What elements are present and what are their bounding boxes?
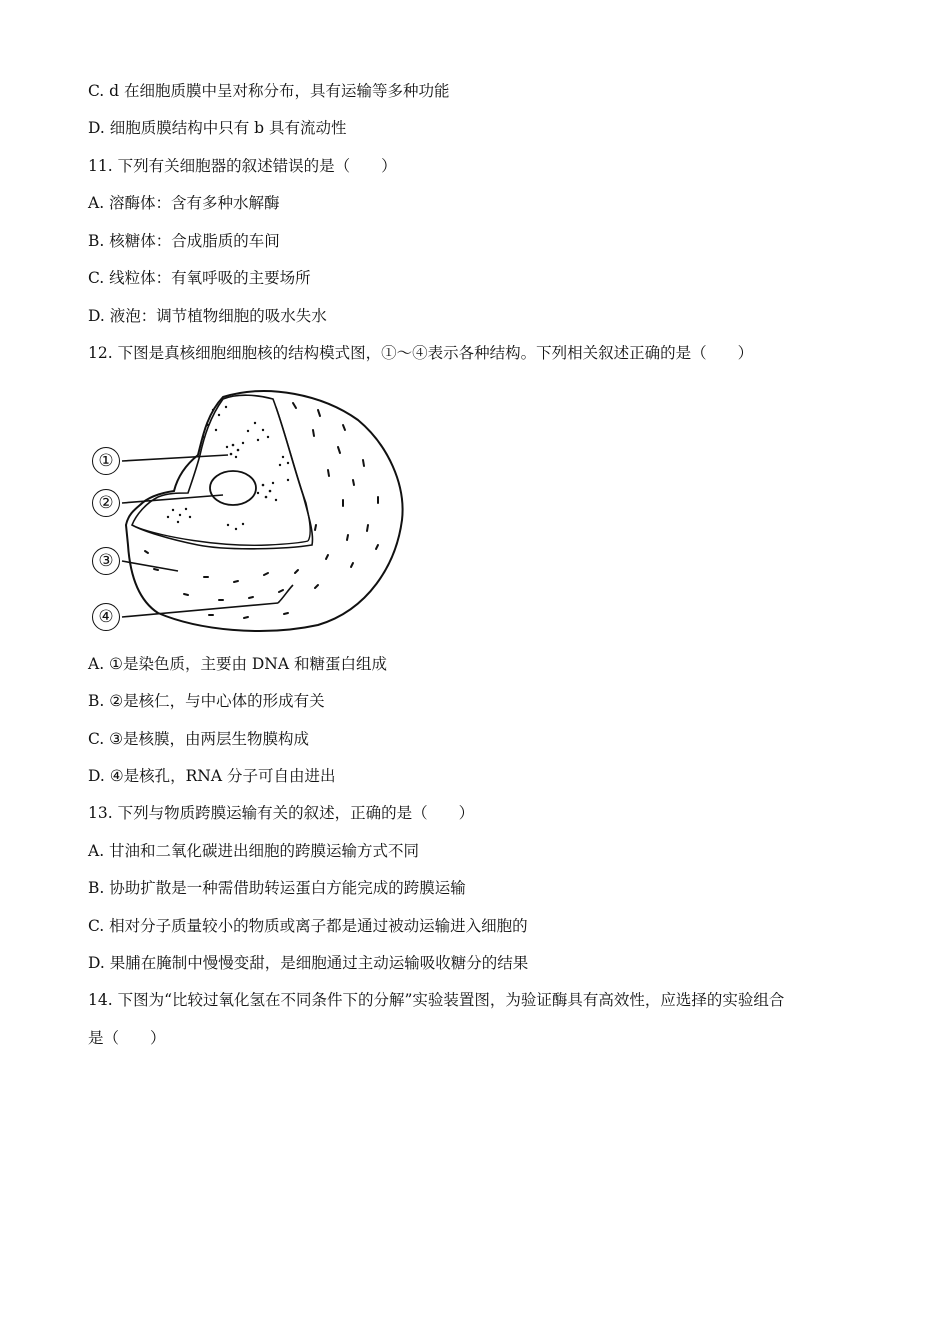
q13-option-d: D. 果脯在腌制中慢慢变甜，是细胞通过主动运输吸收糖分的结果 (88, 954, 529, 972)
q14-stem-line1: 14. 下图为“比较过氧化氢在不同条件下的分解”实验装置图，为验证酶具有高效性，应选择的实验组合 (88, 991, 785, 1009)
q14-stem-line2: 是（ ） (88, 1029, 166, 1047)
q12-option-d: D. ④是核孔，RNA 分子可自由进出 (88, 767, 336, 785)
q12-option-c: C. ③是核膜，由两层生物膜构成 (88, 730, 310, 748)
q12-stem: 12. 下图是真核细胞细胞核的结构模式图，①～④表示各种结构。下列相关叙述正确的是（ ） (88, 344, 754, 362)
q13-option-c: C. 相对分子质量较小的物质或离子都是通过被动运输进入细胞的 (88, 917, 528, 935)
q13-stem: 13. 下列与物质跨膜运输有关的叙述，正确的是（ ） (88, 804, 475, 822)
label-1: ① (92, 447, 120, 475)
q11-option-a: A. 溶酶体：含有多种水解酶 (88, 194, 280, 212)
q12-option-a: A. ①是染色质，主要由 DNA 和糖蛋白组成 (88, 655, 387, 673)
q10-option-c: C. d 在细胞质膜中呈对称分布，具有运输等多种功能 (88, 82, 450, 100)
q11-option-c: C. 线粒体：有氧呼吸的主要场所 (88, 269, 311, 287)
q12-option-b: B. ②是核仁，与中心体的形成有关 (88, 692, 325, 710)
nucleus-diagram (88, 385, 418, 635)
q13-option-b: B. 协助扩散是一种需借助转运蛋白方能完成的跨膜运输 (88, 879, 466, 897)
q11-option-d: D. 液泡：调节植物细胞的吸水失水 (88, 307, 327, 325)
label-2: ② (92, 489, 120, 517)
nucleus-drawing (88, 385, 418, 635)
label-3: ③ (92, 547, 120, 575)
q11-option-b: B. 核糖体：合成脂质的车间 (88, 232, 280, 250)
q10-option-d: D. 细胞质膜结构中只有 b 具有流动性 (88, 119, 347, 137)
label-4: ④ (92, 603, 120, 631)
q11-stem: 11. 下列有关细胞器的叙述错误的是（ ） (88, 157, 397, 175)
q13-option-a: A. 甘油和二氧化碳进出细胞的跨膜运输方式不同 (88, 842, 420, 860)
